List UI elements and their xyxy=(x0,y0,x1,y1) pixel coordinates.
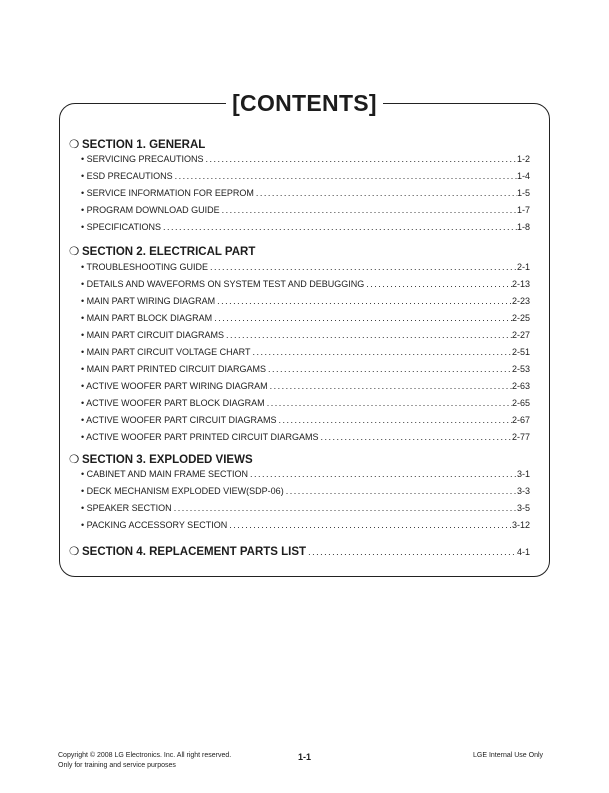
toc-entry[interactable]: • CABINET AND MAIN FRAME SECTION ..... 3-1 xyxy=(81,467,530,481)
toc-entry[interactable]: • SPECIFICATIONS ..... 1-8 xyxy=(81,220,530,234)
section-2-heading: ❍ SECTION 2. ELECTRICAL PART xyxy=(69,246,256,258)
dot-leader xyxy=(265,396,512,410)
circle-bullet-icon: ❍ xyxy=(69,546,80,558)
section-4-heading[interactable]: ❍ SECTION 4. REPLACEMENT PARTS LIST ..... 4-1 xyxy=(69,545,530,559)
toc-entry[interactable]: • MAIN PART WIRING DIAGRAM ..... 2-23 xyxy=(81,294,530,308)
dot-leader xyxy=(212,311,512,325)
toc-entry[interactable]: • PACKING ACCESSORY SECTION ..... 3-12 xyxy=(81,518,530,532)
toc-entry[interactable]: • SERVICE INFORMATION FOR EEPROM ..... 1-5 xyxy=(81,186,530,200)
toc-entry[interactable]: • MAIN PART BLOCK DIAGRAM ..... 2-25 xyxy=(81,311,530,325)
toc-entry[interactable]: • TROUBLESHOOTING GUIDE ..... 2-1 xyxy=(81,260,530,274)
toc-entry[interactable]: • PROGRAM DOWNLOAD GUIDE ..... 1-7 xyxy=(81,203,530,217)
toc-entry[interactable]: • MAIN PART CIRCUIT VOLTAGE CHART ..... 2-51 xyxy=(81,345,530,359)
toc-entry[interactable]: • SPEAKER SECTION ..... 3-5 xyxy=(81,501,530,515)
dot-leader xyxy=(277,413,512,427)
dot-leader xyxy=(215,294,512,308)
dot-leader xyxy=(306,545,517,559)
toc-entry[interactable]: • ACTIVE WOOFER PART WIRING DIAGRAM ..... 2-63 xyxy=(81,379,530,393)
toc-entry[interactable]: • ACTIVE WOOFER PART CIRCUIT DIAGRAMS ..... 2-67 xyxy=(81,413,530,427)
dot-leader xyxy=(227,518,512,532)
dot-leader xyxy=(172,501,517,515)
toc-entry[interactable]: • MAIN PART CIRCUIT DIAGRAMS ..... 2-27 xyxy=(81,328,530,342)
toc-entry[interactable]: • MAIN PART PRINTED CIRCUIT DIARGAMS ..... 2-53 xyxy=(81,362,530,376)
dot-leader xyxy=(266,362,512,376)
footer-internal: LGE Internal Use Only xyxy=(473,752,544,759)
page-title: [CONTENTS] xyxy=(0,88,609,118)
dot-leader xyxy=(173,169,517,183)
section-3-heading: ❍ SECTION 3. EXPLODED VIEWS xyxy=(69,454,253,466)
footer-copyright: Copyright © 2008 LG Electronics. Inc. All right reserved. Only for training and service purposes xyxy=(58,752,232,769)
toc-entry[interactable]: • ESD PRECAUTIONS ..... 1-4 xyxy=(81,169,530,183)
footer-page-number: 1-1 xyxy=(298,752,312,762)
circle-bullet-icon: ❍ xyxy=(69,139,80,151)
circle-bullet-icon: ❍ xyxy=(69,246,80,258)
toc-entry[interactable]: • ACTIVE WOOFER PART BLOCK DIAGRAM ..... 2-65 xyxy=(81,396,530,410)
dot-leader xyxy=(220,203,517,217)
dot-leader xyxy=(224,328,512,342)
toc-entry[interactable]: • DECK MECHANISM EXPLODED VIEW(SDP-06) ..... 3-3 xyxy=(81,484,530,498)
dot-leader xyxy=(248,467,517,481)
toc-entry[interactable]: • SERVICING PRECAUTIONS ..... 1-2 xyxy=(81,152,530,166)
dot-leader xyxy=(254,186,517,200)
section-1-heading: ❍ SECTION 1. GENERAL xyxy=(69,139,206,151)
toc-entry[interactable]: • ACTIVE WOOFER PART PRINTED CIRCUIT DIARGAMS ..... 2-77 xyxy=(81,430,530,444)
dot-leader xyxy=(161,220,517,234)
dot-leader xyxy=(208,260,517,274)
dot-leader xyxy=(284,484,517,498)
dot-leader xyxy=(251,345,512,359)
dot-leader xyxy=(364,277,512,291)
toc-entry[interactable]: • DETAILS AND WAVEFORMS ON SYSTEM TEST AND DEBUGGING ..... 2-13 xyxy=(81,277,530,291)
dot-leader xyxy=(268,379,512,393)
dot-leader xyxy=(319,430,512,444)
dot-leader xyxy=(204,152,517,166)
circle-bullet-icon: ❍ xyxy=(69,454,80,466)
